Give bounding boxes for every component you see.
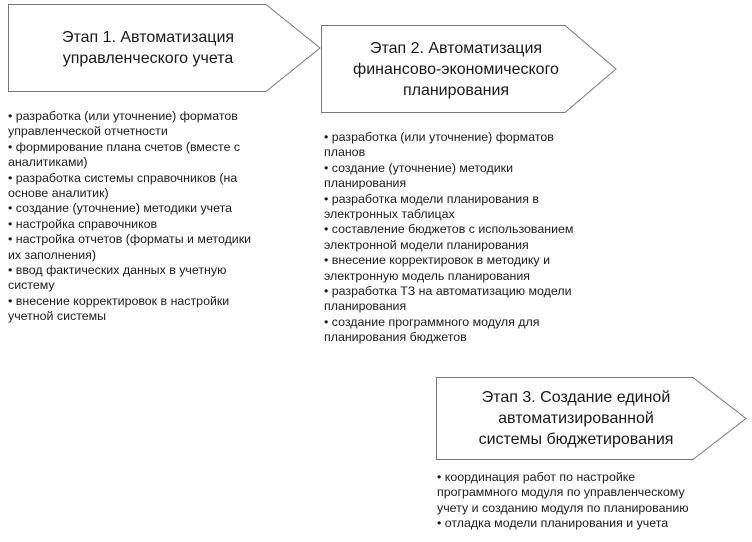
- task-item: • разработка ТЗ на автоматизацию модели планирования: [324, 284, 624, 315]
- stage-1-arrow: [8, 4, 321, 92]
- task-item: • координация работ по настройке программного модуля по управленческому учету и созданию модуля по планированию: [437, 470, 747, 516]
- task-item: • отладка модели планирования и учета: [437, 516, 747, 531]
- task-item: • настройка справочников: [8, 217, 308, 232]
- task-item: • создание программного модуля для планирования бюджетов: [324, 315, 624, 346]
- stage-1-title: Этап 1. Автоматизация управленческого учета: [61, 29, 235, 67]
- task-item: • внесение корректировок в настройки учетной системы: [8, 294, 308, 325]
- task-item: • разработка (или уточнение) форматов управленческой отчетности: [8, 109, 308, 140]
- stage-1-task-list: [8, 109, 308, 325]
- stage-2-task-list: [324, 130, 624, 346]
- stage-3-title: Этап 3. Создание единой автоматизированной системы бюджетирования: [478, 389, 674, 448]
- task-item: • ввод фактических данных в учетную систему: [8, 263, 308, 294]
- stage-2-arrow: [321, 25, 617, 113]
- stage-2-title: Этап 2. Автоматизация финансово-экономического планирования: [353, 39, 559, 99]
- task-item: • разработка модели планирования в электронных таблицах: [324, 192, 624, 223]
- stage-3-task-list: [437, 470, 747, 532]
- task-item: • составление бюджетов с использованием электронной модели планирования: [324, 222, 624, 253]
- task-item: • формирование плана счетов (вместе с аналитиками): [8, 140, 308, 171]
- task-item: • разработка (или уточнение) форматов планов: [324, 130, 624, 161]
- task-item: • разработка системы справочников (на основe аналитик): [8, 171, 308, 202]
- task-item: • настройка отчетов (форматы и методики их заполнения): [8, 232, 308, 263]
- stage-3-arrow: [436, 377, 747, 460]
- task-item: • создание (уточнение) методики учета: [8, 201, 308, 216]
- task-item: • создание (уточнение) методики планирования: [324, 161, 624, 192]
- task-item: • внесение корректировок в методику и электронную модель планирования: [324, 253, 624, 284]
